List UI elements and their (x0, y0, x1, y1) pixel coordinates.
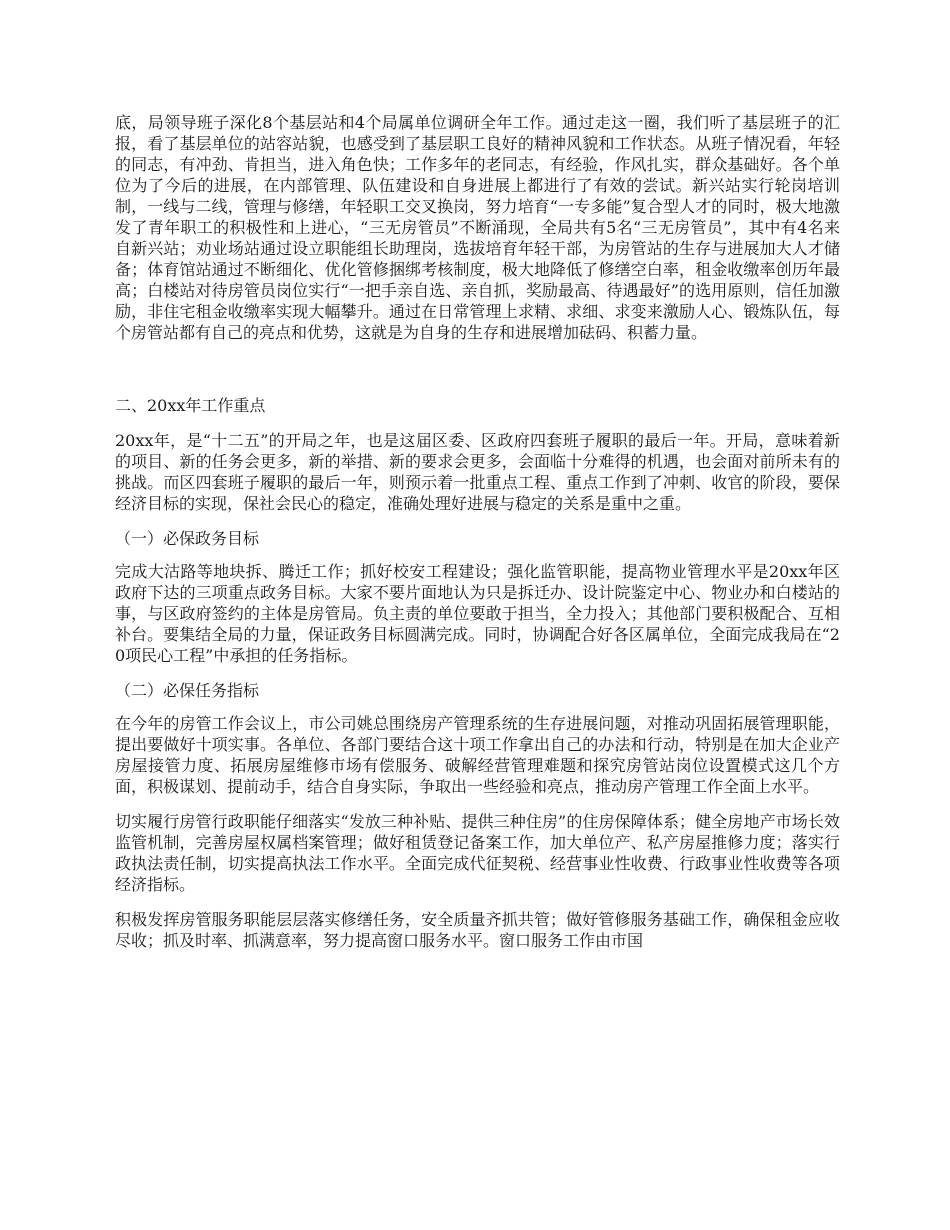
paragraph-service-duties: 积极发挥房管服务职能层层落实修缮任务，安全质量齐抓共管；做好管修服务基础工作，确保租金应收尽收；抓及时率、抓满意率，努力提高窗口服务水平。窗口服务工作由市国 (115, 910, 840, 950)
subheading-government-targets: （一）必保政务目标 (115, 529, 260, 548)
subheading-task-indicators: （二）必保任务指标 (115, 681, 260, 700)
section-heading-2011-priorities: 二、20xx年工作重点 (115, 396, 266, 415)
paragraph-administrative-duties: 切实履行房管行政职能仔细落实“发放三种补贴、提供三种住房”的住房保障体系；健全房地产市场长效监管机制，完善房屋权属档案管理；做好租赁登记备案工作，加大单位产、私产房屋推修力度；落实行政执法责任制，切实提高执法工作水平。全面完成代征契税、经营事业性收费、行政事业性收费等各项经济指标。 (115, 812, 840, 894)
paragraph-ten-tasks: 在今年的房管工作会议上，市公司姚总围绕房产管理系统的生存进展问题，对推动巩固拓展管理职能，提出要做好十项实事。各单位、各部门要结合这十项工作拿出自己的办法和行动，特别是在加大企业产房屋接管力度、拓展房屋维修市场有偿服务、破解经营管理难题和探究房管站岗位设置模式这几个方面，积极谋划、提前动手，结合自身实际，争取出一些经验和亮点，推动房产管理工作全面上水平。 (115, 714, 840, 796)
document-page (115, 112, 840, 965)
paragraph-work-review: 底，局领导班子深化8个基层站和4个局属单位调研全年工作。通过走这一圈，我们听了基层班子的汇报，看了基层单位的站容站貌，也感受到了基层职工良好的精神风貌和工作状态。从班子情况看，年轻的同志，有冲劲、肯担当，进入角色快；工作多年的老同志，有经验，作风扎实，群众基础好。各个单位为了今后的进展，在内部管理、队伍建设和自身进展上都进行了有效的尝试。新兴站实行轮岗培训制，一线与二线，管理与修缮，年轻职工交叉换岗，努力培育“一专多能”复合型人才的同时，极大地激发了青年职工的积极性和上进心，“三无房管员”不断涌现，全局共有5名“三无房管员”，其中有4名来自新兴站；劝业场站通过设立职能组长助理岗，选拔培育年轻干部，为房管站的生存与进展加大人才储备；体育馆站通过不断细化、优化管修捆绑考核制度，极大地降低了修缮空白率，租金收缴率创历年最高；白楼站对待房管员岗位实行“一把手亲自选、亲自抓，奖励最高、待遇最好”的选用原则，信任加激励，非住宅租金收缴率实现大幅攀升。通过在日常管理上求精、求细、求变来激励人心、锻炼队伍，每个房管站都有自己的亮点和优势，这就是为自身的生存和进展增加砝码、积蓄力量。 (115, 113, 840, 342)
paragraph-year-overview: 20xx年，是“十二五”的开局之年，也是这届区委、区政府四套班子履职的最后一年。开局，意味着新的项目、新的任务会更多，新的举措、新的要求会更多，会面临十分难得的机遇，也会面对前所未有的挑战。而区四套班子履职的最后一年，则预示着一批重点工程、重点工作到了冲刺、收官的阶段，要保经济目标的实现，保社会民心的稳定，准确处理好进展与稳定的关系是重中之重。 (115, 431, 840, 513)
paragraph-government-targets: 完成大沽路等地块拆、腾迁工作；抓好校安工程建设；强化监管职能，提高物业管理水平是20xx年区政府下达的三项重点政务目标。大家不要片面地认为只是拆迁办、设计院鉴定中心、物业办和白楼站的事，与区政府签约的主体是房管局。负主责的单位要敢于担当，全力投入；其他部门要积极配合、互相补台。要集结全局的力量，保证政务目标圆满完成。同时，协调配合好各区属单位，全面完成我局在“20项民心工程”中承担的任务指标。 (115, 562, 840, 665)
